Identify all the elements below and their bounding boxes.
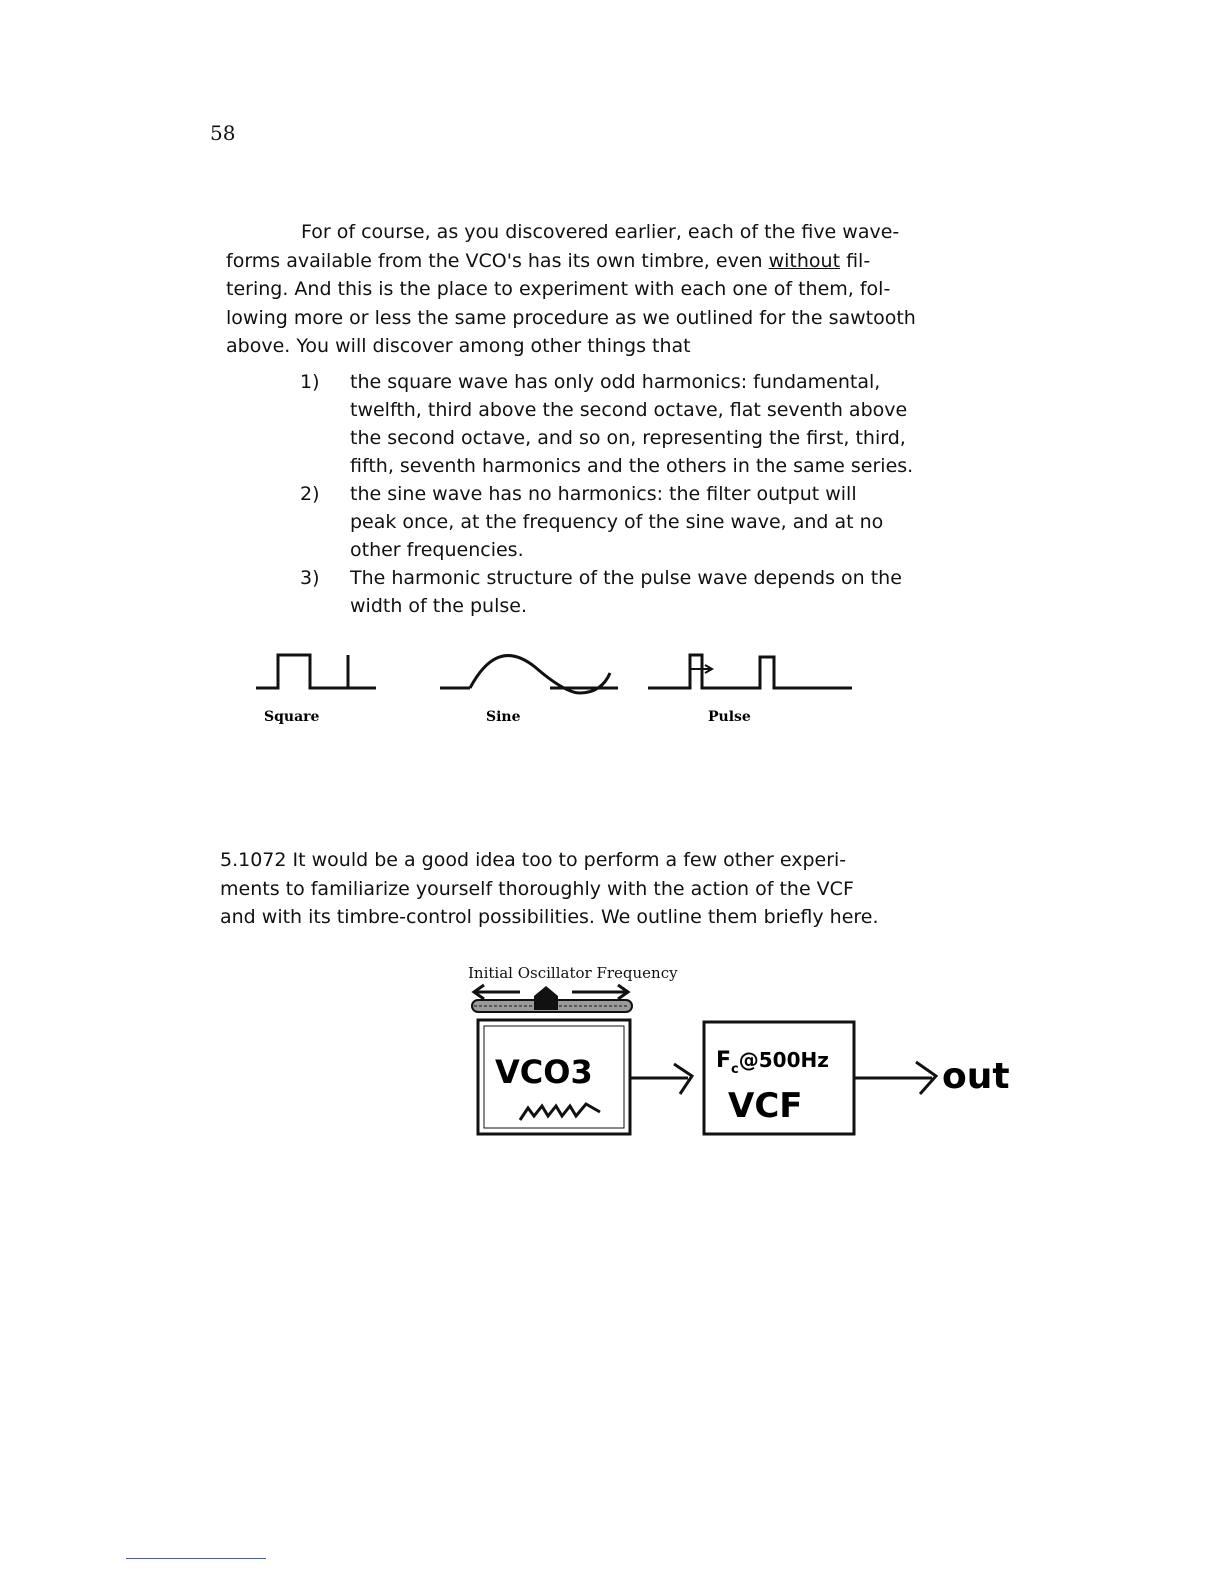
vcf-fc-symbol: F <box>716 1048 732 1073</box>
sine-label: Sine <box>486 709 521 725</box>
text-line: peak once, at the frequency of the sine wave, and at no <box>350 511 884 533</box>
text-line: above. You will discover among other things that <box>226 335 691 357</box>
footer-rule <box>126 1558 266 1559</box>
paragraph-section-5-1072 <box>220 846 879 932</box>
slider-knob-icon <box>534 986 558 1010</box>
text-line: The harmonic structure of the pulse wave depends on the <box>350 567 902 589</box>
list-number: 3) <box>300 567 320 589</box>
text-line: fifth, seventh harmonics and the others in the same series. <box>350 455 914 477</box>
paragraph-intro <box>226 218 916 361</box>
waveform-figure <box>250 645 870 735</box>
text-line: the second octave, and so on, representing the first, third, <box>350 427 906 449</box>
text-line: and with its timbre-control possibilities. We outline them briefly here. <box>220 906 879 928</box>
text-line: width of the pulse. <box>350 595 527 617</box>
square-label: Square <box>264 709 320 725</box>
patch-diagram <box>460 980 1020 1145</box>
vcf-fc-subscript: c <box>731 1062 739 1077</box>
square-wave-icon <box>256 655 376 688</box>
sawtooth-icon <box>520 1104 600 1120</box>
text-line: the square wave has only odd harmonics: fundamental, <box>350 371 881 393</box>
page-number: 58 <box>210 121 236 145</box>
list-number: 2) <box>300 483 320 505</box>
emphasis-underline: without <box>768 249 841 272</box>
text-line: tering. And this is the place to experiment with each one of them, fol- <box>226 278 891 300</box>
output-label: out <box>942 1056 1010 1097</box>
vcf-label: VCF <box>728 1086 803 1126</box>
list-number: 1) <box>300 371 320 393</box>
text-line: lowing more or less the same procedure as we outlined for the sawtooth <box>226 306 916 329</box>
vco-label: VCO3 <box>495 1053 593 1091</box>
sine-wave-icon <box>440 656 618 693</box>
text-line: forms available from the VCO's has its own timbre, even without fil- <box>226 249 871 272</box>
text-line: the sine wave has no harmonics: the filter output will <box>350 483 857 505</box>
text-line: 5.1072 It would be a good idea too to perform a few other experi- <box>220 849 847 871</box>
vcf-fc-value: @500Hz <box>738 1048 829 1072</box>
text-line: twelfth, third above the second octave, flat seventh above <box>350 399 908 421</box>
pulse-label: Pulse <box>708 709 751 725</box>
text-line: other frequencies. <box>350 539 524 561</box>
svg-text:Fc@500Hz <box>716 1048 829 1077</box>
diagram-title: Initial Oscillator Frequency <box>468 964 678 982</box>
pulse-wave-icon <box>648 655 852 688</box>
text-line: For of course, as you discovered earlier, each of the five wave- <box>301 221 900 243</box>
text-line: ments to familiarize yourself thoroughly with the action of the VCF <box>220 877 854 900</box>
